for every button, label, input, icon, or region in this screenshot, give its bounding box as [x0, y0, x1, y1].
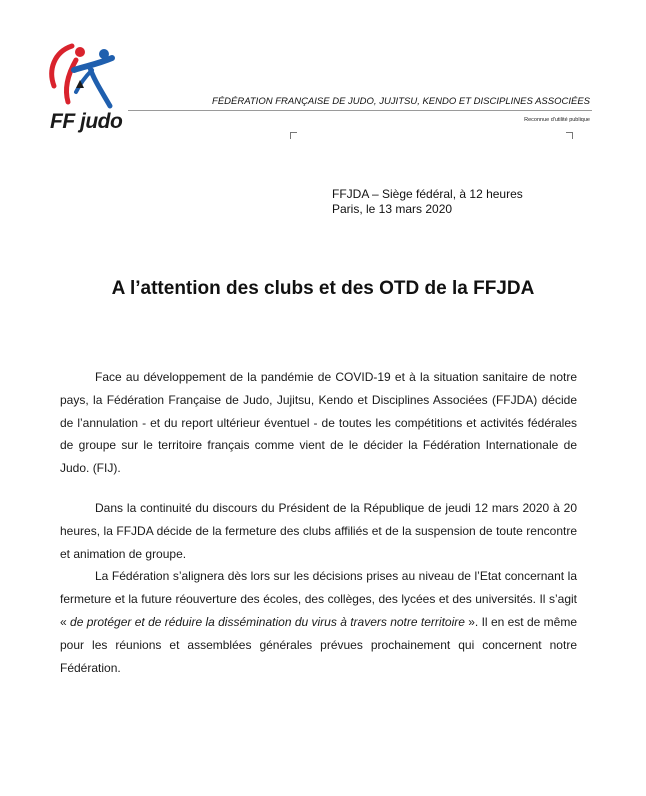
judoka-logo-icon — [46, 40, 126, 112]
document-body — [60, 366, 577, 679]
federation-name: FÉDÉRATION FRANÇAISE DE JUDO, JUJITSU, KENDO ET DISCIPLINES ASSOCIÉES — [212, 96, 590, 107]
logo-text: FF judo — [50, 110, 123, 133]
corner-mark-left — [290, 132, 297, 139]
paragraph-1: Face au développement de la pandémie de COVID-19 et à la situation sanitaire de notre pays, la Fédération Française de Judo, Jujitsu, Kendo et Disciplines Associées (FFJDA) décide de l’annulation - et du report ultérieur éventuel - de toutes les compétitions et activités fédérales de groupe sur le territoire français comme vient de le décider la Fédération Internationale de Judo. (FIJ). — [60, 370, 577, 476]
paragraph-3 — [60, 565, 577, 679]
sender-line: FFJDA – Siège fédéral, à 12 heures — [332, 187, 523, 201]
date-line: Paris, le 13 mars 2020 — [332, 202, 453, 216]
header-divider — [128, 110, 592, 111]
sender-block — [332, 187, 523, 217]
paragraph-2: Dans la continuité du discours du Président de la République de jeudi 12 mars 2020 à 20 heures, la FFJDA décide de la fermeture des clubs affiliés et de la suspension de toute rencontre et animation de groupe. — [60, 500, 577, 561]
document-title: A l’attention des clubs et des OTD de la FFJDA — [111, 278, 535, 299]
paragraph-3-end: ». Il en est de même pour les réunions et assemblées générales prévues prochainement qui concernent notre Fédération. — [60, 614, 577, 675]
tagline: Reconnue d'utilité publique — [524, 117, 590, 123]
corner-mark-right — [566, 132, 573, 139]
ffjudo-logo — [46, 40, 126, 136]
paragraph-3-text: La Fédération s’alignera dès lors sur les décisions prises au niveau de l’Etat concernant la fermeture et la future réouverture des écoles, des collèges, des lycées et des universités. Il s’agit « — [60, 569, 577, 629]
quote-text: de protéger et de réduire la dissémination du virus à travers notre territoire — [70, 614, 465, 629]
